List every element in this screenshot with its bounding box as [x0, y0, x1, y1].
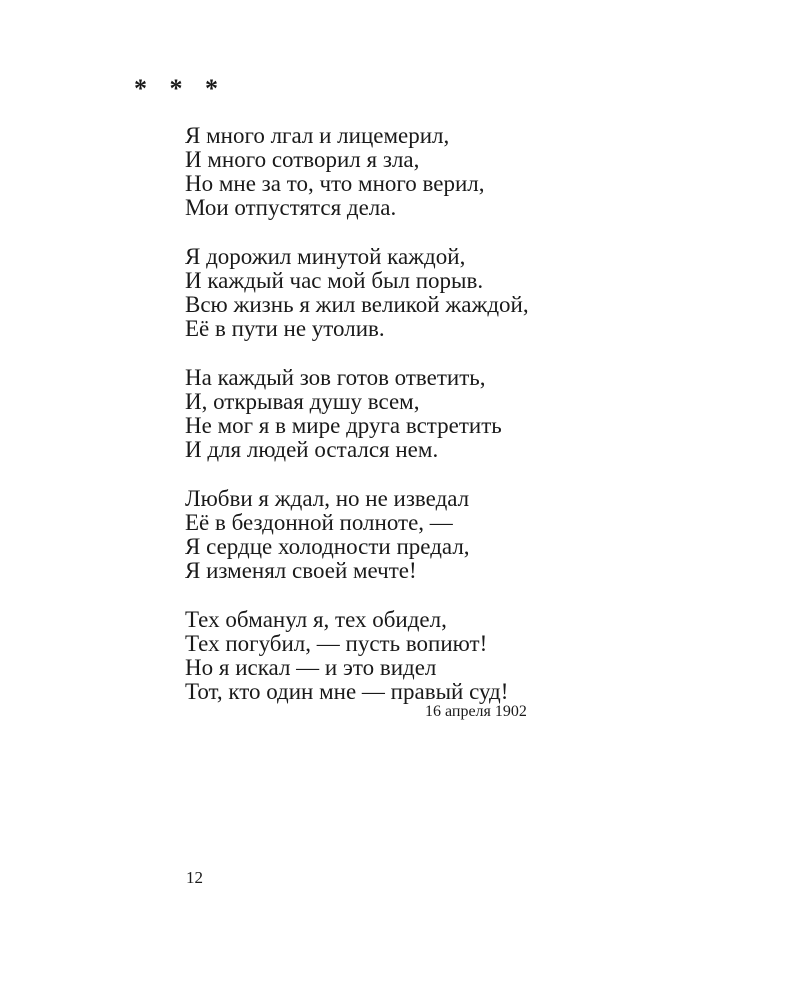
stanza-1 [185, 124, 705, 220]
stanza-2 [185, 245, 705, 341]
poem-line: Не мог я в мире друга встретить [185, 413, 502, 438]
poem-line: Но мне за то, что много верил, [185, 171, 485, 196]
poem-line: Я сердце холодности предал, [185, 534, 470, 559]
poem-line: Тех погубил, — пусть вопиют! [185, 631, 488, 656]
poem-line: И, открывая душу всем, [185, 389, 420, 414]
poem-line: Её в пути не утолив. [185, 316, 385, 341]
poem-line: На каждый зов готов ответить, [185, 365, 486, 390]
poem [185, 124, 705, 729]
poem-line: И каждый час мой был порыв. [185, 268, 484, 293]
poem-line: Мои отпустятся дела. [185, 195, 397, 220]
poem-line: Я много лгал и лицемерил, [185, 123, 450, 148]
poem-line: Тот, кто один мне — правый суд! [185, 679, 509, 704]
page-number: 12 [186, 868, 203, 887]
stanza-3 [185, 366, 705, 462]
poem-line: Но я искал — и это видел [185, 655, 437, 680]
stanza-5 [185, 608, 705, 704]
stanza-4 [185, 487, 705, 583]
section-asterism: * * * [134, 74, 226, 103]
poem-line: Её в бездонной полноте, — [185, 510, 453, 535]
poem-date: 16 апреля 1902 [425, 703, 527, 720]
poem-line: И много сотворил я зла, [185, 147, 420, 172]
poem-line: И для людей остался нем. [185, 437, 439, 462]
poem-line: Всю жизнь я жил великой жаждой, [185, 292, 529, 317]
poem-line: Я дорожил минутой каждой, [185, 244, 466, 269]
poem-line: Я изменял своей мечте! [185, 558, 417, 583]
poem-line: Тех обманул я, тех обидел, [185, 607, 447, 632]
poem-line: Любви я ждал, но не изведал [185, 486, 470, 511]
